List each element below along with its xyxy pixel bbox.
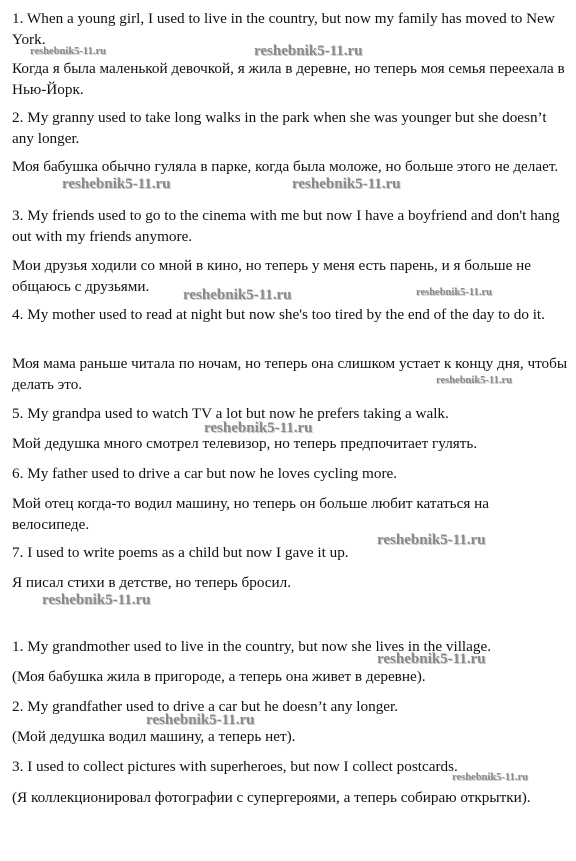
watermark: reshebnik5-11.ru xyxy=(452,772,528,783)
watermark: reshebnik5-11.ru xyxy=(42,592,151,608)
sentence-1-en: 1. When a young girl, I used to live in the country, but now my family has moved to New York. xyxy=(12,10,555,48)
sentence-4-en: 4. My mother used to read at night but now she's too tired by the end of the day to do it. xyxy=(12,306,545,323)
watermark: reshebnik5-11.ru xyxy=(377,532,486,548)
example-3-ru: (Я коллекционировал фотографии с супергероями, а теперь собираю открытки). xyxy=(12,789,531,806)
sentence-6-en: 6. My father used to drive a car but now he loves cycling more. xyxy=(12,465,398,482)
sentence-4-ru: Моя мама раньше читала по ночам, но теперь она слишком устает к концу дня, чтобы делать это. xyxy=(12,355,568,393)
example-1-ru: (Моя бабушка жила в пригороде, а теперь она живет в деревне). xyxy=(12,668,426,685)
sentence-1-ru: Когда я была маленькой девочкой, я жила в деревне, но теперь моя семья переехала в Нью-Йорк. xyxy=(12,60,565,98)
watermark: reshebnik5-11.ru xyxy=(62,176,171,192)
sentence-3-ru: Мои друзья ходили со мной в кино, но теперь у меня есть парень, и я больше не общаюсь с друзьями. xyxy=(12,257,532,295)
watermark: reshebnik5-11.ru xyxy=(183,287,292,303)
sentence-7-en: 7. I used to write poems as a child but now I gave it up. xyxy=(12,544,349,561)
example-2-ru: (Мой дедушка водил машину, а теперь нет). xyxy=(12,728,296,745)
sentence-7-ru: Я писал стихи в детстве, но теперь бросил. xyxy=(12,574,292,591)
watermark: reshebnik5-11.ru xyxy=(292,176,401,192)
sentence-6-ru: Мой отец когда-то водил машину, но теперь он больше любит кататься на велосипеде. xyxy=(12,495,489,533)
sentence-5-ru: Мой дедушка много смотрел телевизор, но теперь предпочитает гулять. xyxy=(12,435,478,452)
example-2-en: 2. My grandfather used to drive a car but he doesn’t any longer. xyxy=(12,698,399,715)
watermark: reshebnik5-11.ru xyxy=(436,375,512,386)
sentence-2-ru: Моя бабушка обычно гуляла в парке, когда была моложе, но больше этого не делает. xyxy=(12,158,559,175)
example-3-en: 3. I used to collect pictures with superheroes, but now I collect postcards. xyxy=(12,758,458,775)
watermark: reshebnik5-11.ru xyxy=(377,651,486,667)
watermark: reshebnik5-11.ru xyxy=(254,43,363,59)
watermark: reshebnik5-11.ru xyxy=(30,46,106,57)
watermark: reshebnik5-11.ru xyxy=(416,287,492,298)
sentence-5-en: 5. My grandpa used to watch TV a lot but now he prefers taking a walk. xyxy=(12,405,449,422)
example-1-en: 1. My grandmother used to live in the country, but now she lives in the village. xyxy=(12,638,492,655)
watermark: reshebnik5-11.ru xyxy=(204,420,313,436)
sentence-2-en: 2. My granny used to take long walks in the park when she was younger but she doesn’t any longer. xyxy=(12,109,547,147)
sentence-3-en: 3. My friends used to go to the cinema with me but now I have a boyfriend and don't hang out with my friends anymore. xyxy=(12,207,560,245)
watermark: reshebnik5-11.ru xyxy=(146,712,255,728)
